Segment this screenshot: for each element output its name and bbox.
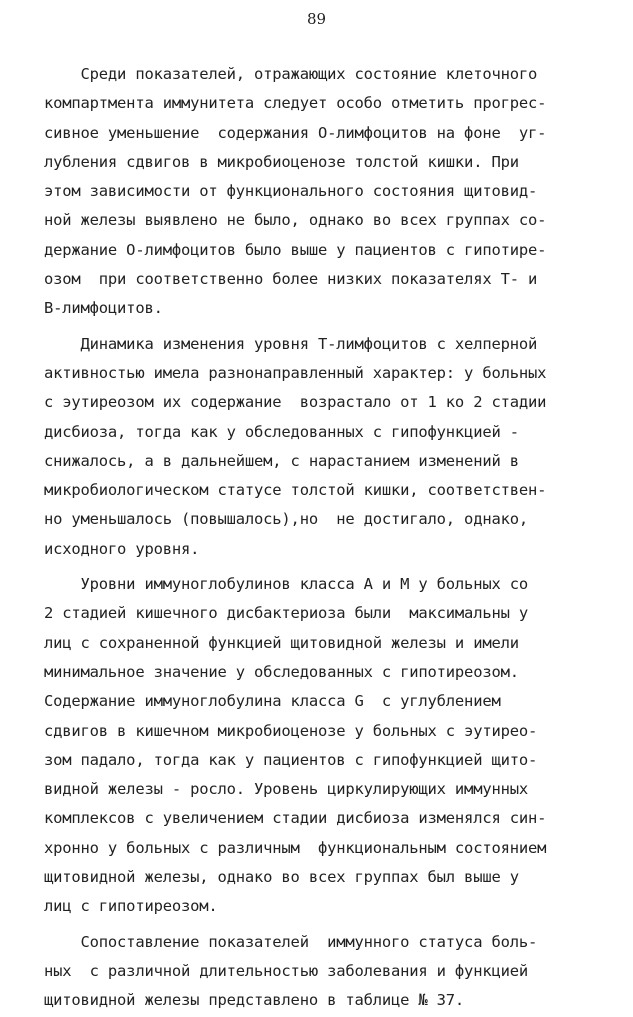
paragraph-line: Среди показателей, отражающих состояние клеточного (44, 65, 538, 83)
paragraph-line: Уровни иммуноглобулинов класса А и М у больных со (44, 575, 528, 594)
paragraph-line: исходного уровня. (44, 539, 200, 558)
paragraph-line: этом зависимости от функционального состояния щитовид- (44, 182, 538, 201)
paragraph-line: озом при соответственно более низких показателях Т- и (44, 270, 538, 289)
paragraph-1 (44, 60, 614, 324)
paragraph-2 (44, 330, 614, 564)
paragraph-line: микробиологическом статусе толстой кишки, соответствен- (44, 481, 547, 500)
paragraph-line: компартмента иммунитета следует особо отметить прогрес- (44, 94, 547, 113)
paragraph-line: лиц с сохраненной функцией щитовидной железы и имели (44, 633, 519, 652)
paragraph-line: лубления сдвигов в микробиоценозе толстой кишки. При (44, 152, 519, 171)
paragraph-3 (44, 570, 614, 922)
paragraph-line: хронно у больных с различным функциональным состоянием (44, 838, 547, 857)
paragraph-line: 2 стадией кишечного дисбактериоза были максимальны у (44, 604, 528, 623)
paragraph-line: Сопоставление показателей иммунного статуса боль- (44, 932, 538, 951)
paragraph-line: Динамика изменения уровня Т-лимфоцитов с хелперной (44, 334, 538, 353)
paragraph-line: комплексов с увеличением стадии дисбиоза изменялся син- (44, 809, 547, 828)
paragraph-line: сдвигов в кишечном микробиоценозе у больных с эутирео- (44, 721, 538, 740)
paragraph-line: активностью имела разнонаправленный характер: у больных (44, 363, 547, 382)
paragraph-line: держание О-лимфоцитов было выше у пациентов с гипотире- (44, 240, 547, 259)
paragraph-line: с эутиреозом их содержание возрастало от 1 ко 2 стадии (44, 393, 547, 412)
paragraph-line: сивное уменьшение содержания О-лимфоцитов на фоне уг- (44, 123, 547, 142)
paragraph-line: снижалось, а в дальнейшем, с нарастанием изменений в (44, 451, 519, 470)
paragraph-line: лиц с гипотиреозом. (44, 897, 218, 916)
paragraph-line: ной железы выявлено не было, однако во всех группах со- (44, 211, 547, 230)
paragraph-line: дисбиоза, тогда как у обследованных с гипофункцией - (44, 422, 519, 441)
paragraph-line: но уменьшалось (повышалось),но не достигало, однако, (44, 510, 528, 529)
paragraph-line: Содержание иммуноглобулина класса G с углублением (44, 692, 501, 711)
paragraph-line: видной железы - росло. Уровень циркулирующих иммунных (44, 780, 528, 799)
paragraph-line: минимальное значение у обследованных с гипотиреозом. (44, 662, 519, 681)
page-number: 89 (306, 10, 327, 28)
paragraph-line: В-лимфоцитов. (44, 299, 163, 318)
paragraph-line: зом падало, тогда как у пациентов с гипофункцией щито- (44, 750, 538, 769)
paragraph-4 (44, 928, 614, 1016)
paragraph-line: ных с различной длительностью заболевания и функцией (44, 961, 528, 980)
paragraph-line: щитовидной железы, однако во всех группах был выше у (44, 868, 519, 887)
document-body (44, 60, 614, 1017)
paragraph-line: щитовидной железы представлено в таблице № 37. (44, 991, 465, 1010)
